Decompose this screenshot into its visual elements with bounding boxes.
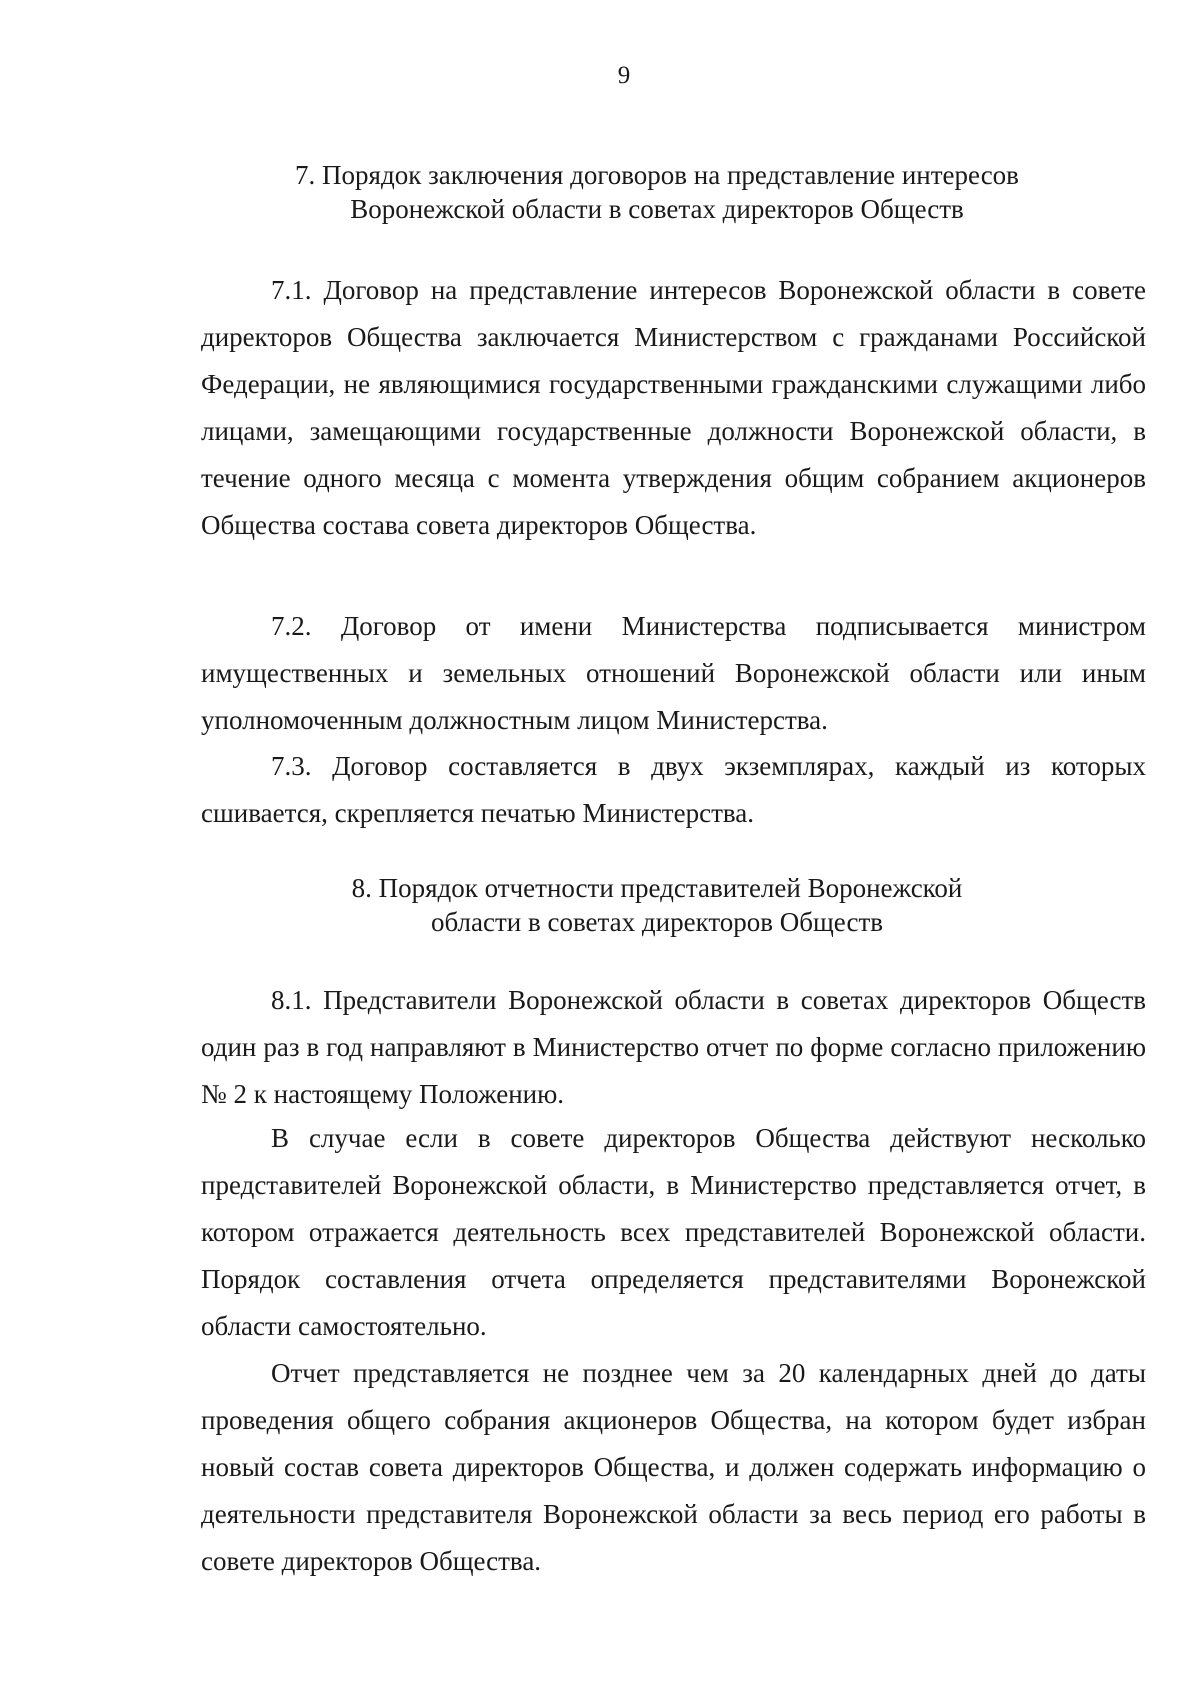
- paragraph-7-1: 7.1. Договор на представление интересов Воронежской области в совете директоров Общества заключается Министерством с гражданами Российской Федерации, не являющимися государственными гражданскими служащими либо лицами, замещающими государственные должности Воронежской области, в течение одного месяца с момента утверждения общим собранием акционеров Общества состава совета директоров Общества.: [201, 275, 1146, 540]
- paragraph-7-2: 7.2. Договор от имени Министерства подписывается министром имущественных и земельных отношений Воронежской области или иным уполномоченным должностным лицом Министерства.: [201, 611, 1146, 735]
- section-8-heading-line-1: 8. Порядок отчетности представителей Воронежской: [351, 873, 963, 903]
- page-number: 9: [617, 62, 631, 89]
- section-7-heading-line-1: 7. Порядок заключения договоров на представление интересов: [295, 160, 1019, 190]
- section-8-heading-line-2: области в советах директоров Обществ: [430, 907, 883, 937]
- paragraph-8-1: 8.1. Представители Воронежской области в советах директоров Обществ один раз в год направляют в Министерство отчет по форме согласно приложению № 2 к настоящему Положению.: [201, 985, 1146, 1109]
- paragraph-7-3: 7.3. Договор составляется в двух экземплярах, каждый из которых сшивается, скрепляется печатью Министерства.: [201, 751, 1146, 828]
- paragraph-8-1-multiple-representatives: В случае если в совете директоров Общества действуют несколько представителей Воронежской области, в Министерство представляется отчет, в котором отражается деятельность всех представителей Воронежской области. Порядок составления отчета определяется представителями Воронежской области самостоятельно.: [201, 1123, 1146, 1341]
- paragraph-8-1-report-deadline: Отчет представляется не позднее чем за 20 календарных дней до даты проведения общего собрания акционеров Общества, на котором будет избран новый состав совета директоров Общества, и должен содержать информацию о деятельности представителя Воронежской области за весь период его работы в совете директоров Общества.: [201, 1358, 1146, 1576]
- section-7-heading-line-2: Воронежской области в советах директоров Обществ: [350, 194, 964, 224]
- section-7-heading: [0, 158, 1200, 226]
- section-8-heading: [0, 871, 1200, 939]
